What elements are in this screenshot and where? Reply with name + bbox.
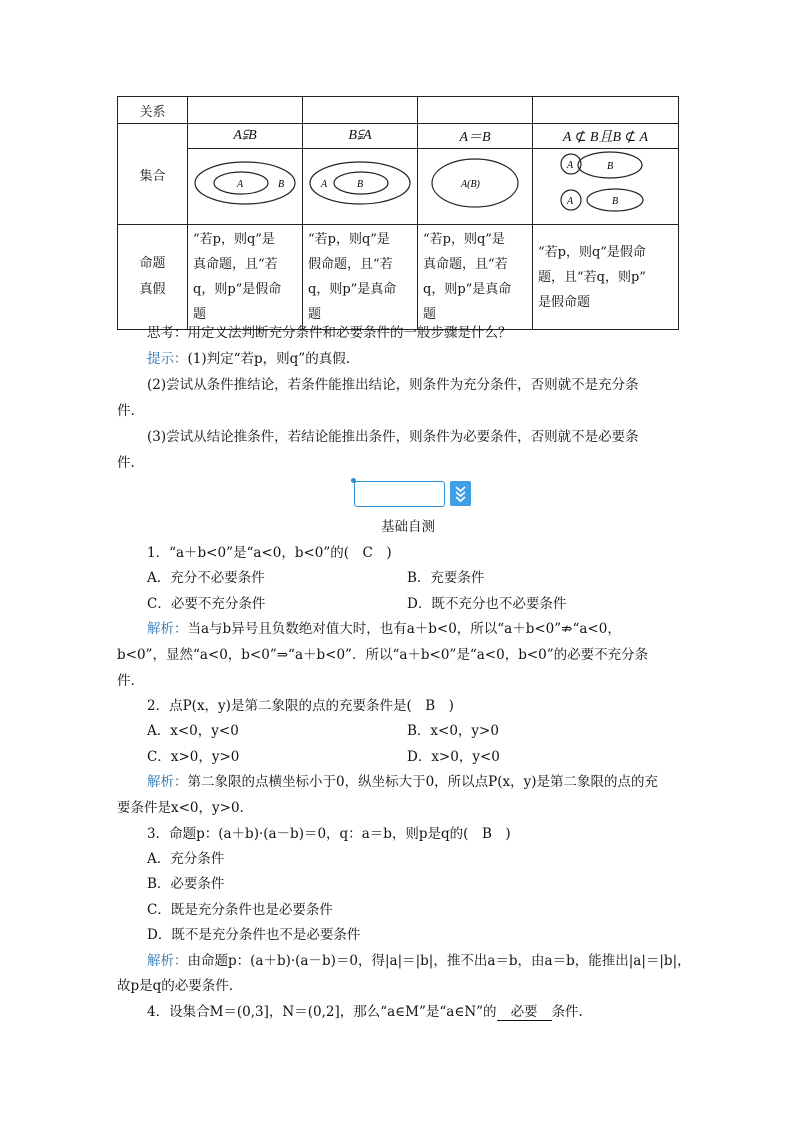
relation-a-subset-b: A⫋B bbox=[188, 124, 303, 149]
table-header-set: 集合 bbox=[118, 124, 188, 225]
prop-line: 是假命题 bbox=[538, 294, 591, 310]
prop-line: “若p，则q”是 bbox=[423, 232, 505, 247]
q3-option-b: B．必要条件 bbox=[147, 876, 225, 892]
proposition-cell-2 bbox=[303, 225, 418, 330]
q2-solution-text1: 第二象限的点横坐标小于0，纵坐标大于0，所以点P(x，y)是第二象限的点的充 bbox=[187, 774, 659, 790]
q2-solution-label: 解析： bbox=[147, 774, 188, 790]
relation-table bbox=[117, 96, 679, 330]
prop-line: 题 bbox=[423, 307, 437, 322]
q3-solution-text1: 由命题p：(a＋b)·(a－b)＝0，得|a|＝|b|，推不出a＝b，由a＝b，能推出|a|＝|b|， bbox=[187, 953, 691, 969]
venn-a-in-b bbox=[188, 149, 303, 225]
venn-disjoint bbox=[533, 149, 679, 225]
hint-step-3a: (3)尝试从结论推条件，若结论能推出条件，则条件为必要条件，否则就不是必要条 bbox=[147, 429, 639, 445]
venn-label-inner: A bbox=[237, 179, 244, 190]
prop-header-line2: 真假 bbox=[139, 282, 166, 297]
prop-line: 假命题，且“若 bbox=[308, 257, 393, 272]
prop-line: “若p，则q”是假命 bbox=[538, 244, 646, 260]
table-header-relation: 关系 bbox=[118, 97, 188, 124]
hint-step-2b: 件. bbox=[117, 403, 135, 419]
venn-diagram-b-in-a bbox=[303, 149, 418, 220]
q3-option-d: D．既不是充分条件也不是必要条件 bbox=[147, 927, 361, 943]
prop-line: 题 bbox=[308, 307, 322, 322]
prop-line: “若p，则q”是 bbox=[308, 232, 390, 247]
q1-option-a: A．充分不必要条件 bbox=[147, 570, 265, 586]
prop-line: 真命题，且“若 bbox=[193, 257, 278, 272]
proposition-cell-1 bbox=[188, 225, 303, 330]
prop-line: q，则p”是真命 bbox=[423, 282, 512, 297]
venn-diagram-equal bbox=[418, 149, 533, 220]
proposition-cell-4 bbox=[533, 225, 679, 330]
hint-step-1: (1)判定“若p，则q”的真假. bbox=[187, 351, 351, 367]
prop-line: 题，且“若q，则p” bbox=[538, 269, 646, 285]
relation-a-equals-b: A＝B bbox=[418, 124, 533, 149]
prop-line: q，则p”是假命 bbox=[193, 282, 282, 297]
venn-diagram-a-in-b bbox=[188, 149, 303, 220]
venn-diagram-disjoint bbox=[533, 149, 679, 220]
q2-option-a: A．x<0，y<0 bbox=[147, 723, 239, 739]
section-title: 基础自测 bbox=[381, 519, 435, 535]
venn-label-b-bottom: B bbox=[612, 196, 619, 207]
q4-stem-before: 4．设集合M＝(0,3]，N＝(0,2]，那么“a∈M”是“a∈N”的 bbox=[147, 1004, 497, 1020]
q2-option-d: D．x>0，y<0 bbox=[407, 749, 500, 765]
q1-solution-label: 解析： bbox=[147, 621, 188, 637]
venn-label-a-bottom: A bbox=[567, 196, 574, 207]
proposition-cell-3 bbox=[418, 225, 533, 330]
q1-solution-text1: 当a与b异号且负数绝对值大时，也有a＋b<0，所以“a＋b<0”⇏“a<0， bbox=[187, 621, 621, 637]
q2-solution-line2: 要条件是x<0，y>0. bbox=[117, 800, 244, 816]
q2-option-b: B．x<0，y>0 bbox=[407, 723, 499, 739]
prop-line: 题 bbox=[193, 307, 207, 322]
q1-stem: 1．“a＋b<0”是“a<0，b<0”的( C ) bbox=[147, 545, 392, 561]
venn-equal bbox=[418, 149, 533, 225]
venn-label-equal: A(B) bbox=[461, 179, 480, 190]
hint-step-2a: (2)尝试从条件推结论，若条件能推出结论，则条件为充分条件，否则就不是充分条 bbox=[147, 377, 639, 393]
double-chevron-down-icon bbox=[450, 481, 471, 506]
q4-stem bbox=[147, 1003, 583, 1021]
q3-option-a: A．充分条件 bbox=[147, 851, 225, 867]
hint-step-3b: 件. bbox=[117, 455, 135, 471]
q3-solution-line1 bbox=[147, 952, 691, 970]
prop-line: 真命题，且“若 bbox=[423, 257, 508, 272]
q2-stem: 2．点P(x，y)是第二象限的点的充要条件是( B ) bbox=[147, 698, 454, 714]
hint-line-1 bbox=[147, 350, 350, 368]
q3-solution-label: 解析： bbox=[147, 953, 188, 969]
q1-option-d: D．既不充分也不必要条件 bbox=[407, 596, 567, 612]
prop-line: “若p，则q”是 bbox=[193, 232, 275, 247]
q1-solution-line1 bbox=[147, 620, 621, 638]
venn-label-b-top: B bbox=[607, 161, 614, 172]
q3-stem: 3．命题p：(a＋b)·(a－b)＝0，q：a＝b，则p是q的( B ) bbox=[147, 826, 511, 842]
q1-solution-line2: b<0”，显然“a<0，b<0”⇒“a＋b<0”．所以“a＋b<0”是“a<0，b<0”的必要不充分条 bbox=[117, 647, 649, 663]
venn-label-outer: B bbox=[278, 179, 285, 190]
q1-solution-line3: 件. bbox=[117, 673, 135, 689]
relation-b-subset-a: B⫋A bbox=[303, 124, 418, 149]
hint-label: 提示： bbox=[147, 351, 188, 367]
prop-line: q，则p”是真命 bbox=[308, 282, 397, 297]
table-header-proposition bbox=[118, 225, 188, 330]
venn-label-outer: A bbox=[321, 179, 328, 190]
venn-label-a-top: A bbox=[567, 160, 574, 171]
q3-solution-line2: 故p是q的必要条件. bbox=[117, 978, 234, 994]
q1-option-b: B．充要条件 bbox=[407, 570, 485, 586]
q2-solution-line1 bbox=[147, 773, 658, 791]
think-question: 思考：用定义法判断充分条件和必要条件的一般步骤是什么？ bbox=[147, 325, 512, 341]
relation-neither: A ⊄ B且B ⊄ A bbox=[533, 124, 679, 149]
q1-option-c: C．必要不充分条件 bbox=[147, 596, 266, 612]
prop-header-line1: 命题 bbox=[139, 256, 166, 271]
venn-label-inner: B bbox=[357, 179, 364, 190]
q3-option-c: C．既是充分条件也是必要条件 bbox=[147, 902, 333, 918]
q4-stem-after: 条件. bbox=[551, 1004, 583, 1020]
q4-answer-blank: 必要 bbox=[497, 1004, 552, 1021]
venn-b-in-a bbox=[303, 149, 418, 225]
section-banner bbox=[354, 481, 445, 507]
q2-option-c: C．x>0，y>0 bbox=[147, 749, 240, 765]
